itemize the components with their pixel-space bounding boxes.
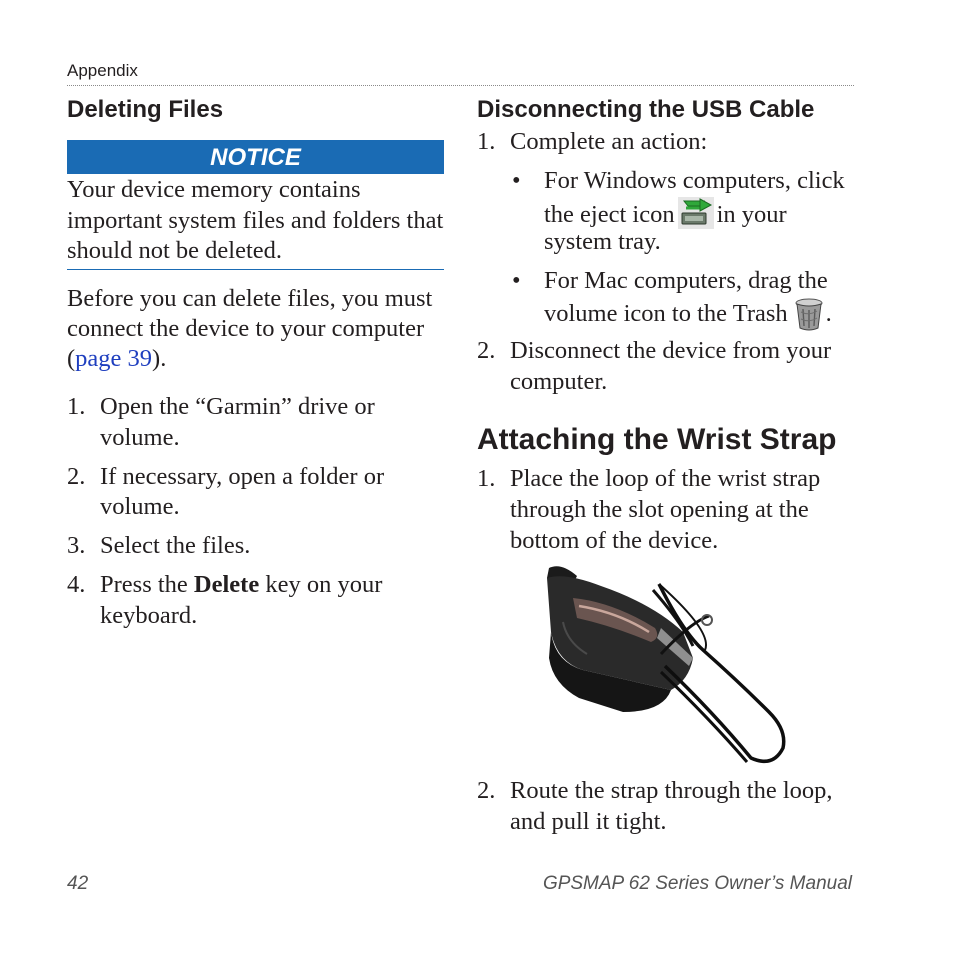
notice-line: should not be deleted. (67, 237, 283, 264)
trash-icon (794, 297, 824, 331)
step-text: Route the strap through the loop, (510, 777, 833, 804)
step-number: 4. (67, 571, 86, 598)
step-text: volume. (100, 493, 180, 520)
deleting-files-heading: Deleting Files (67, 96, 224, 123)
bullet-text-part: volume icon to the Trash (544, 300, 788, 327)
step-number: 1. (477, 465, 496, 492)
notice-banner: NOTICE (67, 140, 444, 174)
bullet-text-part: in your (716, 201, 787, 228)
bullet-text: For Windows computers, click (544, 167, 845, 194)
usb-eject-icon (678, 197, 714, 229)
step-text: Disconnect the device from your (510, 337, 832, 364)
step-text: computer. (510, 368, 608, 395)
manual-title: GPSMAP 62 Series Owner’s Manual (542, 873, 852, 894)
step-number: 1. (477, 128, 496, 155)
step-text: Place the loop of the wrist strap (510, 465, 821, 492)
notice-line: important system files and folders that (67, 207, 444, 234)
delete-key-label: Delete (193, 571, 260, 598)
step-number: 2. (67, 463, 86, 490)
step-number: 3. (67, 532, 86, 559)
intro-line: Before you can delete files, you must (67, 285, 433, 312)
bullet-mark: • (512, 167, 521, 194)
notice-divider (67, 269, 444, 270)
step-text: volume. (100, 424, 180, 451)
wrist-strap-heading: Attaching the Wrist Strap (477, 423, 837, 456)
step-text: If necessary, open a folder or (100, 463, 385, 490)
step-text: Complete an action: (510, 128, 708, 155)
step-number: 1. (67, 393, 86, 420)
intro-line: connect the device to your computer (67, 315, 425, 342)
step-text-part: Press the (100, 571, 194, 598)
page-39-link[interactable]: page 39 (75, 345, 153, 372)
page-number: 42 (67, 873, 89, 894)
bullet-text (544, 297, 832, 331)
step-text: bottom of the device. (510, 527, 719, 554)
bullet-text-part: . (825, 300, 832, 327)
step-number: 2. (477, 777, 496, 804)
step-text-part: key on your (259, 571, 383, 598)
header-divider (67, 85, 854, 86)
notice-line: Your device memory contains (67, 176, 361, 203)
section-label: Appendix (67, 61, 138, 80)
step-text (100, 570, 382, 601)
step-text: Open the “Garmin” drive or (100, 393, 375, 420)
paren-open: ( (67, 345, 76, 372)
paren-close: ). (152, 345, 167, 372)
gps-device-with-strap-image (543, 562, 788, 764)
bullet-text (544, 197, 787, 231)
bullet-mark: • (512, 267, 521, 294)
intro-line (67, 344, 166, 375)
step-text: and pull it tight. (510, 808, 667, 835)
bullet-text: For Mac computers, drag the (544, 267, 828, 294)
bullet-text: system tray. (544, 228, 661, 255)
step-text: Select the files. (100, 532, 251, 559)
bullet-text-part: the eject icon (544, 201, 675, 228)
step-number: 2. (477, 337, 496, 364)
step-text: keyboard. (100, 602, 198, 629)
step-text: through the slot opening at the (510, 496, 809, 523)
usb-heading: Disconnecting the USB Cable (477, 96, 815, 123)
